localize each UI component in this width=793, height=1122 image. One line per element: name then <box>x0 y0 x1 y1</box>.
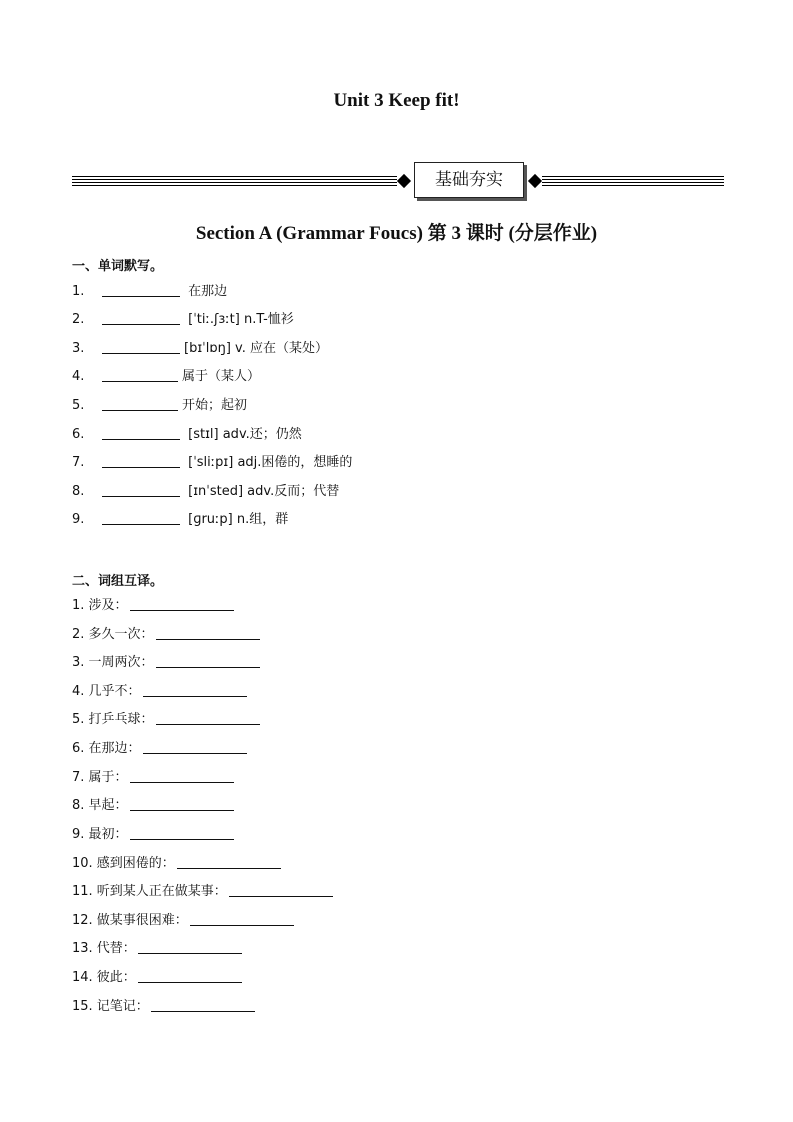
item-number: 4. <box>72 369 85 384</box>
diamond-icon <box>397 174 411 188</box>
phrase-item <box>72 711 260 729</box>
word-item <box>72 454 352 472</box>
phrase-item <box>72 597 234 615</box>
answer-blank[interactable] <box>143 740 247 754</box>
item-number: 2. <box>72 312 85 327</box>
answer-blank[interactable] <box>102 311 180 325</box>
answer-blank[interactable] <box>190 912 294 926</box>
phrase-label: 13. 代替： <box>72 941 136 956</box>
answer-blank[interactable] <box>102 426 180 440</box>
phrase-item <box>72 940 242 958</box>
phrase-label: 6. 在那边： <box>72 741 141 756</box>
phrase-label: 10. 感到困倦的： <box>72 856 175 871</box>
word-item <box>72 511 288 529</box>
section-title: Section A (Grammar Foucs) 第 3 课时 (分层作业) <box>195 223 598 244</box>
word-item <box>72 368 260 386</box>
item-number: 9. <box>72 512 85 527</box>
answer-blank[interactable] <box>130 597 234 611</box>
phrase-label: 7. 属于： <box>72 770 128 785</box>
phrase-label: 1. 涉及： <box>72 598 128 613</box>
item-number: 8. <box>72 484 85 499</box>
item-number: 3. <box>72 341 85 356</box>
answer-blank[interactable] <box>102 511 180 525</box>
answer-blank[interactable] <box>138 940 242 954</box>
phrase-item <box>72 883 333 901</box>
phrase-item <box>72 855 281 873</box>
answer-blank[interactable] <box>156 654 260 668</box>
item-text: [ɪnˈsted] adv.反而；代替 <box>184 484 340 499</box>
phrase-item <box>72 797 234 815</box>
banner-rule-left <box>72 176 397 188</box>
phrase-label: 9. 最初： <box>72 827 128 842</box>
phrase-label: 4. 几乎不： <box>72 684 141 699</box>
item-text: 在那边 <box>184 284 228 299</box>
phrase-label: 12. 做某事很困难： <box>72 913 188 928</box>
phrase-label: 3. 一周两次： <box>72 655 154 670</box>
answer-blank[interactable] <box>130 769 234 783</box>
section-banner <box>72 162 724 202</box>
item-text: [stɪl] adv.还；仍然 <box>184 427 302 442</box>
item-number: 7. <box>72 455 85 470</box>
answer-blank[interactable] <box>151 998 255 1012</box>
phrase-item <box>72 969 242 987</box>
banner-rule-right <box>542 176 724 188</box>
answer-blank[interactable] <box>156 626 260 640</box>
item-text: [ˈsliːpɪ] adj.困倦的，想睡的 <box>184 455 353 470</box>
item-text: [ɡruːp] n.组，群 <box>184 512 289 527</box>
item-text: [ˈtiː.ʃɜːt] n.T-恤衫 <box>184 312 294 327</box>
answer-blank[interactable] <box>102 340 180 354</box>
phrase-label: 2. 多久一次： <box>72 627 154 642</box>
answer-blank[interactable] <box>143 683 247 697</box>
word-item <box>72 426 302 444</box>
item-number: 6. <box>72 427 85 442</box>
phrase-label: 8. 早起： <box>72 798 128 813</box>
answer-blank[interactable] <box>102 483 180 497</box>
word-item <box>72 483 339 501</box>
phrase-item <box>72 769 234 787</box>
answer-blank[interactable] <box>156 711 260 725</box>
answer-blank[interactable] <box>229 883 333 897</box>
phrase-label: 5. 打乒乓球： <box>72 712 154 727</box>
phrase-item <box>72 654 260 672</box>
page-title: Unit 3 Keep fit! <box>333 90 460 111</box>
answer-blank[interactable] <box>138 969 242 983</box>
answer-blank[interactable] <box>102 454 180 468</box>
answer-blank[interactable] <box>102 368 178 382</box>
banner-label: 基础夯实 <box>414 162 524 198</box>
answer-blank[interactable] <box>102 283 180 297</box>
phrase-item <box>72 912 294 930</box>
part2-heading: 二、词组互译。 <box>72 574 164 589</box>
item-text: 开始；起初 <box>182 398 248 413</box>
diamond-icon <box>528 174 542 188</box>
word-item <box>72 311 294 329</box>
answer-blank[interactable] <box>130 797 234 811</box>
item-number: 5. <box>72 398 85 413</box>
item-number: 1. <box>72 284 85 299</box>
word-item <box>72 397 247 415</box>
part1-heading: 一、单词默写。 <box>72 259 164 274</box>
phrase-label: 14. 彼此： <box>72 970 136 985</box>
answer-blank[interactable] <box>102 397 178 411</box>
answer-blank[interactable] <box>130 826 234 840</box>
phrase-label: 15. 记笔记： <box>72 999 149 1014</box>
item-text: 属于（某人） <box>182 369 261 384</box>
phrase-item <box>72 826 234 844</box>
phrase-item <box>72 998 255 1016</box>
phrase-label: 11. 听到某人正在做某事： <box>72 884 227 899</box>
phrase-item <box>72 626 260 644</box>
item-text: [bɪˈlɒŋ] v. 应在（某处） <box>184 341 328 356</box>
answer-blank[interactable] <box>177 855 281 869</box>
word-item <box>72 340 328 358</box>
phrase-item <box>72 740 247 758</box>
phrase-item <box>72 683 247 701</box>
word-item <box>72 283 227 301</box>
